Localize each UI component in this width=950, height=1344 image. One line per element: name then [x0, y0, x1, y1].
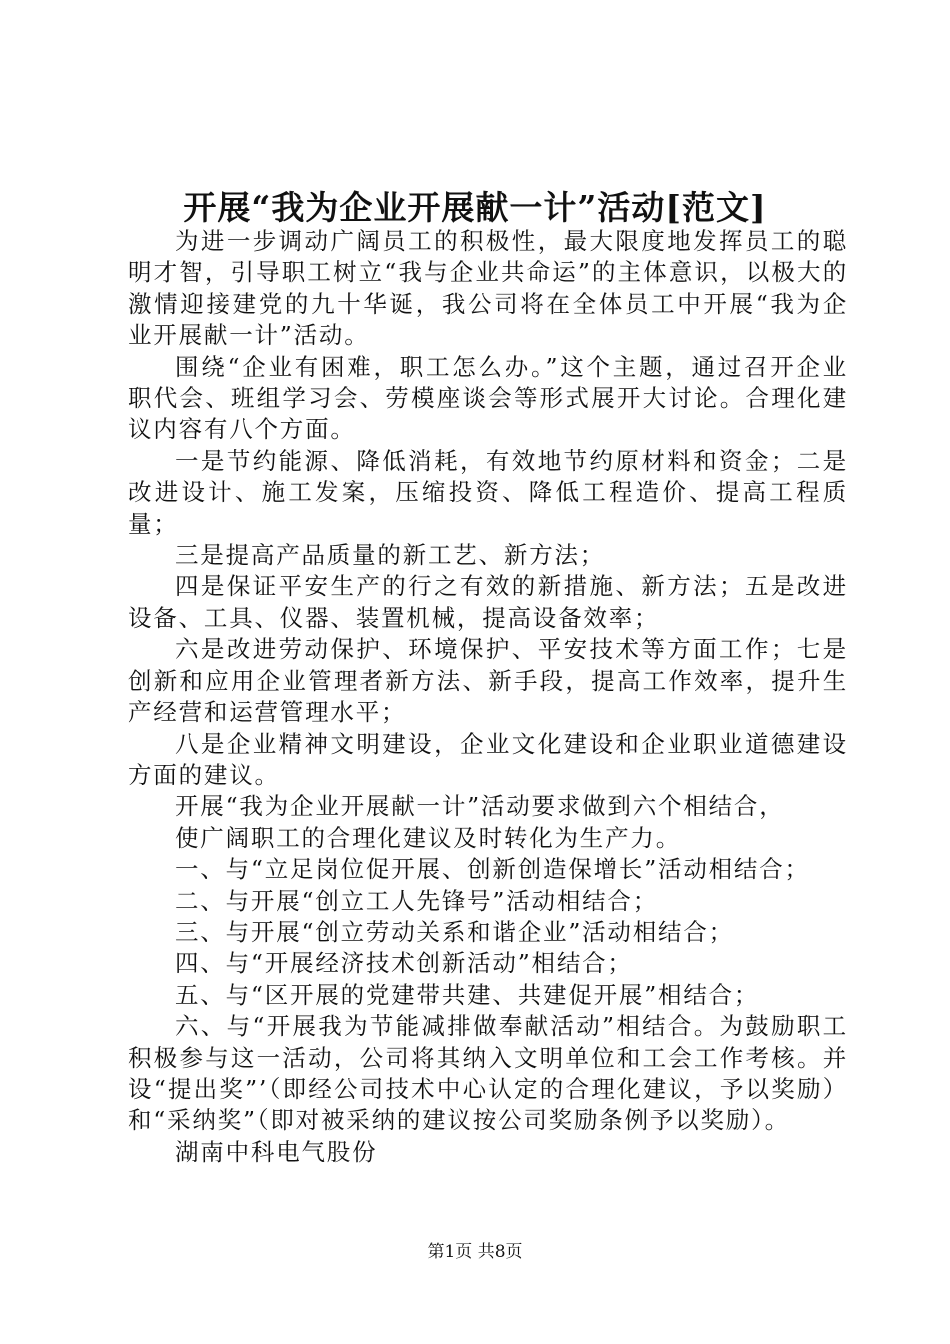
paragraph-item-1-2: 一是节约能源、降低消耗，有效地节约原材料和资金；二是改进设计、施工发案，压缩投资、降低工程造价、提高工程质量； [128, 446, 848, 538]
paragraph-item-8: 八是企业精神文明建设，企业文化建设和企业职业道德建设方面的建议。 [128, 729, 848, 789]
list-item: 一、与“立足岗位促开展、创新创造保增长”活动相结合； [175, 855, 810, 884]
paragraph-goal: 使广阔职工的合理化建议及时转化为生产力。 [175, 823, 681, 852]
paragraph-requirement: 开展“我为企业开展献一计”活动要求做到六个相结合， [175, 792, 785, 821]
list-item: 四、与“开展经济技术创新活动”相结合； [175, 949, 633, 978]
paragraph-item-4-5: 四是保证平安生产的行之有效的新措施、新方法；五是改进设备、工具、仪器、装置机械，提高设备效率； [128, 572, 848, 632]
list-item: 五、与“区开展的党建带共建、共建促开展”相结合； [175, 980, 760, 1009]
list-item: 三、与开展“创立劳动关系和谐企业”活动相结合； [175, 917, 734, 946]
list-item: 六、与“开展我为节能减排做奉献活动”相结合。为鼓励职工积极参与这一活动，公司将其纳入文明单位和工会工作考核。并设“提出奖”’（即经公司技术中心认定的合理化建议，予以奖励）和“采纳奖”（即对被采纳的建议按公司奖励条例予以奖励）。 [128, 1012, 848, 1135]
page-footer: 第1页 共8页 [427, 1242, 523, 1262]
signature-company: 湖南中科电气股份 [175, 1137, 378, 1166]
document-body [128, 226, 848, 1168]
paragraph-item-6-7: 六是改进劳动保护、环境保护、平安技术等方面工作；七是创新和应用企业管理者新方法、新手段，提高工作效率，提升生产经营和运营管理水平； [128, 635, 848, 727]
document-title: 开展“我为企业开展献一计”活动[范文] [183, 188, 767, 227]
list-item: 二、与开展“创立工人先锋号”活动相结合； [175, 886, 659, 915]
paragraph-intro: 为进一步调动广阔员工的积极性，最大限度地发挥员工的聪明才智，引导职工树立“我与企业共命运”的主体意识，以极大的激情迎接建党的九十华诞，我公司将在全体员工中开展“我为企业开展献一计”活动。 [128, 227, 848, 350]
paragraph-theme: 围绕“企业有困难，职工怎么办。”这个主题，通过召开企业职代会、班组学习会、劳模座谈会等形式展开大讨论。合理化建议内容有八个方面。 [128, 352, 848, 444]
paragraph-item-3: 三是提高产品质量的新工艺、新方法； [175, 541, 606, 570]
